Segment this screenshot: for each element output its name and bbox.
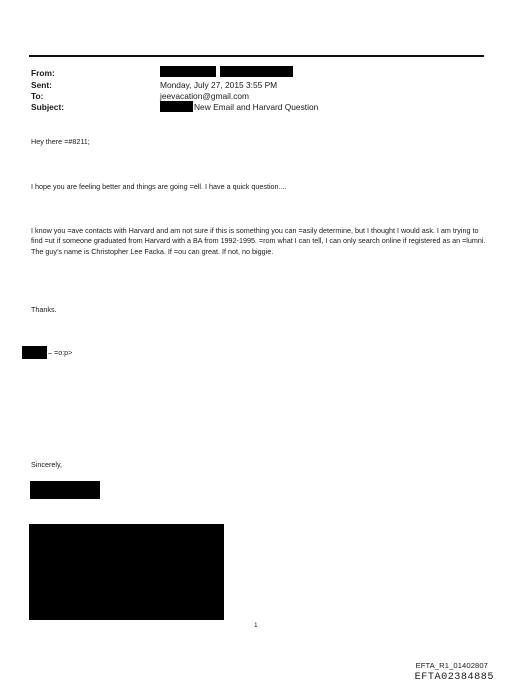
body-paragraph-1: I hope you are feeling better and things are going =ell. I have a quick question.... xyxy=(31,182,287,191)
efta-id-small: EFTA_R1_01402807 xyxy=(415,661,488,670)
efta-id-large: EFTA02384885 xyxy=(414,672,494,683)
from-label: From: xyxy=(31,68,55,78)
subject-value: New Email and Harvard Question xyxy=(194,102,319,112)
page-number: 1 xyxy=(254,622,258,629)
redaction-subject-prefix xyxy=(160,101,193,112)
thanks-line: Thanks. xyxy=(31,305,57,314)
redaction-signature-initial xyxy=(22,346,47,359)
redaction-signature-block xyxy=(29,524,224,620)
body-paragraph-2: I know you =ave contacts with Harvard and am not sure if this is something you can =asily determine, but I thought I would ask. I am trying to find =ut if someone graduated from Harvard with a BA from 1992-1995. =rom what I can tell, I can only search online if registered as an =lumni. The guy’s name is Christopher Lee Facka. If =ou can great. If not, no biggie. xyxy=(31,226,486,256)
to-label: To: xyxy=(31,91,44,101)
sincerely-line: Sincerely, xyxy=(31,460,63,469)
sent-value: Monday, July 27, 2015 3:55 PM xyxy=(160,80,278,90)
signature-suffix: – =o:p> xyxy=(48,348,73,357)
redaction-sender-name xyxy=(30,481,100,499)
redaction-from-name xyxy=(160,66,216,77)
redaction-from-email xyxy=(220,66,293,77)
to-value: jeevacation@gmail.com xyxy=(160,91,250,101)
sent-label: Sent: xyxy=(31,80,52,90)
subject-label: Subject: xyxy=(31,102,65,112)
greeting-line: Hey there =#8211; xyxy=(31,137,90,146)
header-divider xyxy=(29,55,484,57)
